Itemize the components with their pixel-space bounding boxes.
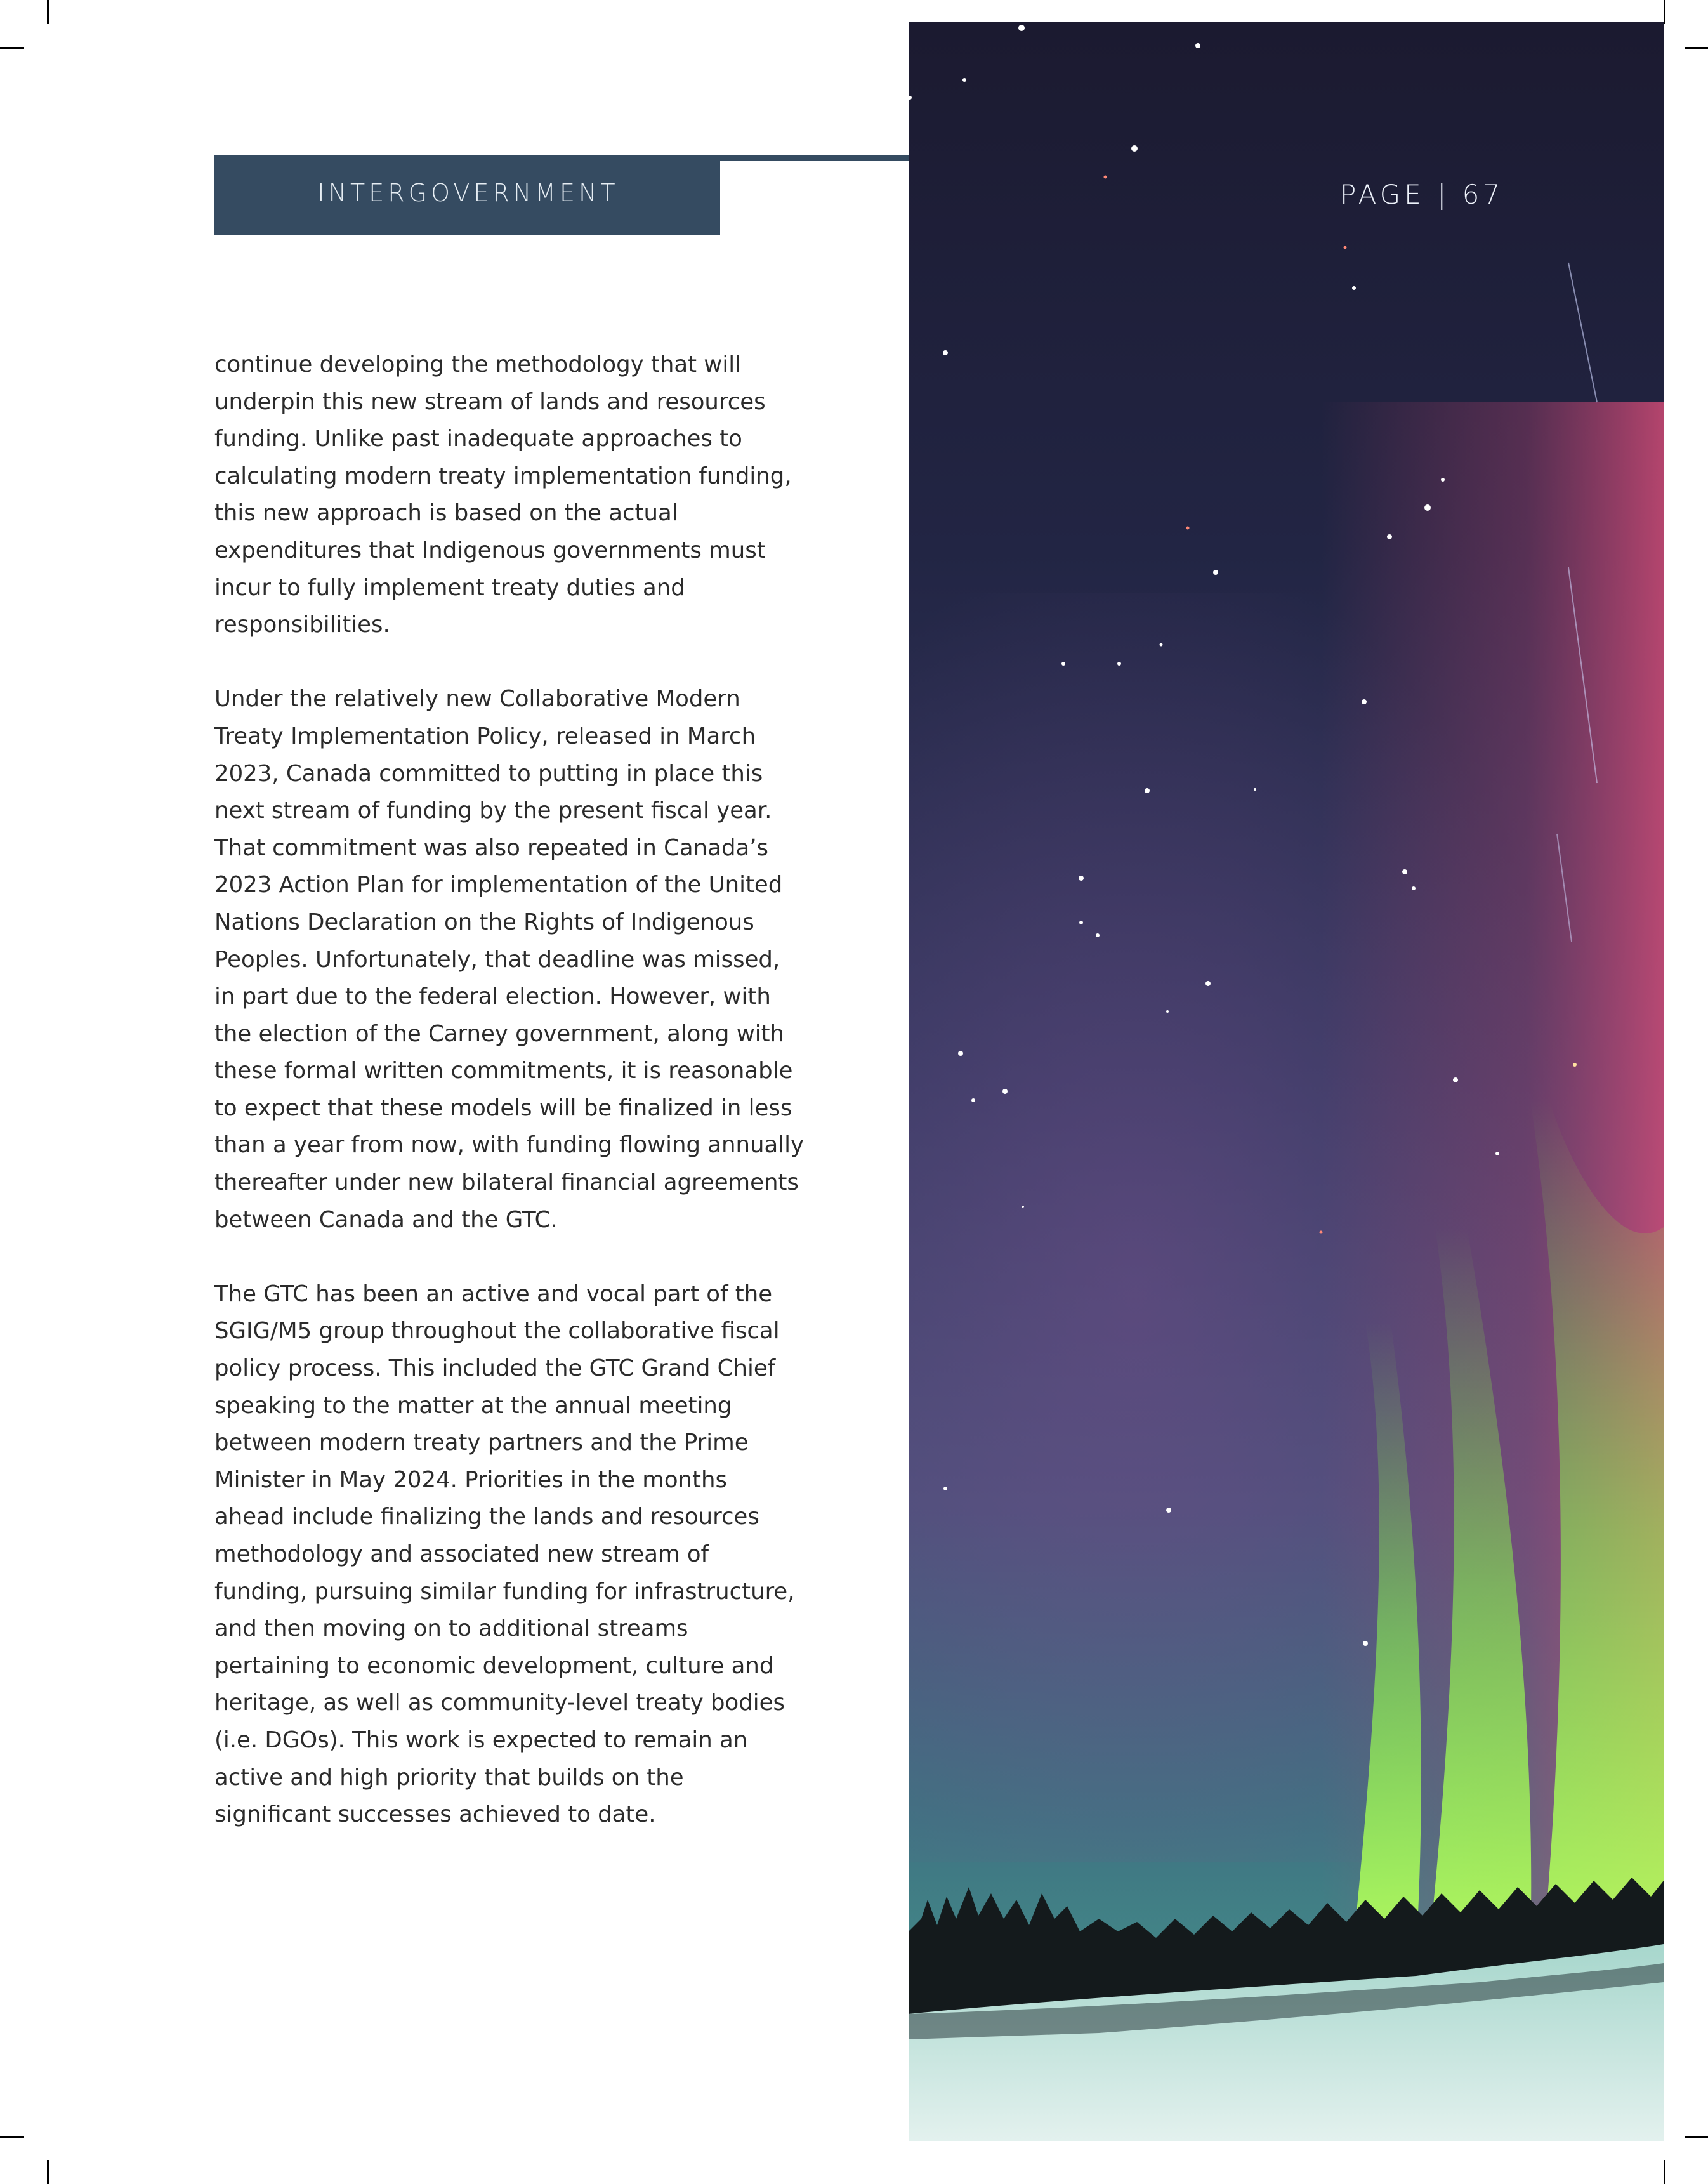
- crop-mark-top-right-horizontal: [1685, 47, 1708, 49]
- section-title: INTERGOVERNMENT: [317, 179, 619, 207]
- crop-mark-bottom-left-horizontal: [0, 2136, 24, 2138]
- paragraph-1: continue developing the methodology that will underpin this new stream of lands and resources funding. Unlike past inadequate approaches to calculating modern treaty implementation funding, this new approach is based on the actual expenditures that Indigenous governments must incur to fully implement treaty duties and responsibilities.: [214, 352, 792, 638]
- crop-mark-bottom-right-horizontal: [1685, 2136, 1708, 2138]
- article-body: [214, 346, 805, 1871]
- paragraph-2: Under the relatively new Collaborative Modern Treaty Implementation Policy, released in March 2023, Canada committed to putting in place this next stream of funding by the present fiscal year. That commitment was also repeated in Canada’s 2023 Action Plan for implementation of the United Nations Declaration on the Rights of Indigenous Peoples. Unfortunately, that deadline was missed, in part due to the federal election. However, with the election of the Carney government, along with these formal written commitments, it is reasonable to expect that these models will be finalized in less than a year from now, with funding flowing annually thereafter under new bilateral financial agreements between Canada and the GTC.: [214, 686, 805, 1233]
- paragraph-3: The GTC has been an active and vocal part of the SGIG/M5 group throughout the collaborative fiscal policy process. This included the GTC Grand Chief speaking to the matter at the annual meeting between modern treaty partners and the Prime Minister in May 2024. Priorities in the months ahead include finalizing the lands and resources methodology and associated new stream of funding, pursuing similar funding for infrastructure, and then moving on to additional streams pertaining to economic development, culture and heritage, as well as community-level treaty bodies (i.e. DGOs). This work is expected to remain an active and high priority that builds on the significant successes achieved to date.: [214, 1280, 795, 1828]
- crop-mark-bottom-right-vertical: [1664, 2160, 1665, 2184]
- crop-mark-top-left-vertical: [47, 0, 49, 24]
- crop-mark-top-left-horizontal: [0, 47, 24, 49]
- page-number: PAGE | 67: [1340, 179, 1504, 210]
- crop-mark-bottom-left-vertical: [47, 2160, 49, 2184]
- crop-mark-top-right-vertical: [1664, 0, 1665, 24]
- aurora-photo: [909, 22, 1664, 2141]
